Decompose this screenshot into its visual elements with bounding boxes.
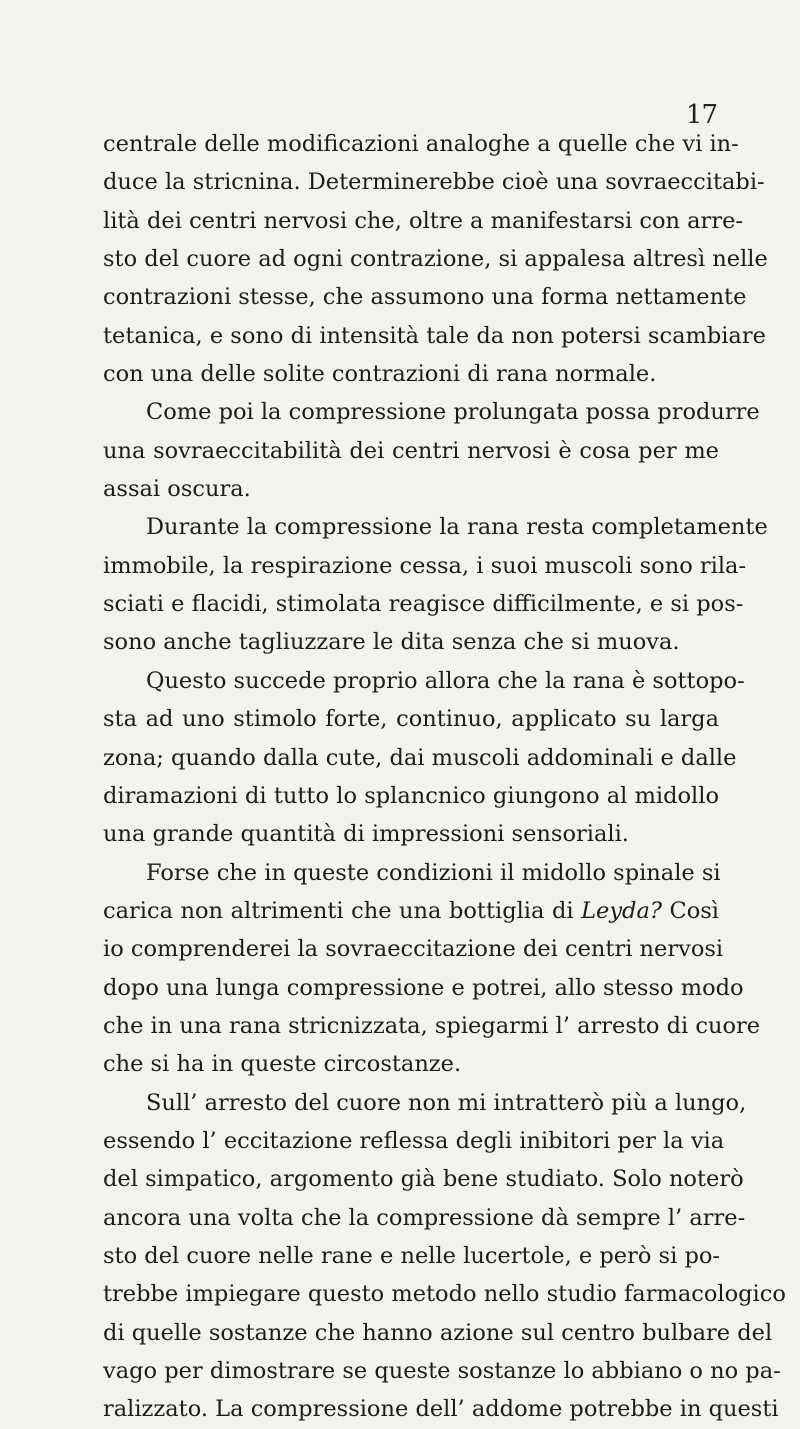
text-line: tetanica, e sono di intensità tale da non potersi scambiare (103, 322, 766, 349)
text-line: duce la stricnina. Determinerebbe cioè una sovraeccitabi- (103, 169, 765, 196)
text-line: diramazioni di tutto lo splancnico giungono al midollo (103, 782, 719, 809)
text-line: dopo una lunga compressione e potrei, allo stesso modo (103, 974, 744, 1001)
text-line: sto del cuore ad ogni contrazione, si appalesa altresì nelle (103, 246, 768, 273)
body-text (103, 125, 786, 1429)
text-line: sta ad uno stimolo forte, continuo, applicato su larga (103, 706, 719, 733)
page-number: 17 (685, 100, 717, 130)
text-segment: Così (661, 897, 719, 924)
text-line: sciati e flacidi, stimolata reagisce difficilmente, e si pos- (103, 591, 744, 618)
text-line: che in una rana stricnizzata, spiegarmi l’ arresto di cuore (103, 1012, 761, 1039)
text-line: immobile, la respirazione cessa, i suoi muscoli sono rila- (103, 552, 747, 579)
text-line: Sull’ arresto del cuore non mi intratterò più a lungo, (146, 1089, 747, 1116)
italic-term: Leyda? (581, 897, 662, 924)
text-line: ancora una volta che la compressione dà sempre l’ arre- (103, 1204, 746, 1231)
text-line: Come poi la compressione prolungata possa produrre (146, 399, 760, 426)
text-line: sono anche tagliuzzare le dita senza che si muova. (103, 629, 680, 656)
text-line: Questo succede proprio allora che la rana è sottopo- (146, 667, 745, 694)
text-line: contrazioni stesse, che assumono una forma nettamente (103, 284, 747, 311)
text-line: che si ha in queste circostanze. (103, 1051, 462, 1078)
text-line: essendo l’ eccitazione reflessa degli inibitori per la via (103, 1127, 725, 1154)
text-line: di quelle sostanze che hanno azione sul centro bulbare del (103, 1319, 773, 1346)
text-line: trebbe impiegare questo metodo nello studio farmacologico (103, 1281, 786, 1308)
text-line: ralizzato. La compressione dell’ addome potrebbe in questi (103, 1396, 779, 1423)
text-line: vago per dimostrare se queste sostanze lo abbiano o no pa- (103, 1358, 781, 1384)
text-line: con una delle solite contrazioni di rana normale. (103, 361, 657, 388)
text-line: Forse che in queste condizioni il midollo spinale si (146, 859, 721, 886)
text-line: centrale delle modificazioni analoghe a quelle che vi in- (103, 131, 739, 157)
text-line: del simpatico, argomento già bene studiato. Solo noterò (103, 1166, 744, 1193)
text-line: Durante la compressione la rana resta completamente (146, 514, 768, 541)
text-line: io comprenderei la sovraeccitazione dei centri nervosi (103, 936, 724, 963)
text-line: assai oscura. (103, 476, 251, 503)
text-line: sto del cuore nelle rane e nelle lucertole, e però si po- (103, 1242, 720, 1269)
text-line: una grande quantità di impressioni sensoriali. (103, 821, 629, 848)
text-line: lità dei centri nervosi che, oltre a manifestarsi con arre- (103, 207, 743, 234)
text-line: una sovraeccitabilità dei centri nervosi è cosa per me (103, 437, 719, 464)
text-segment: carica non altrimenti che una bottiglia di (103, 897, 582, 924)
text-line: zona; quando dalla cute, dai muscoli addominali e dalle (103, 744, 737, 771)
text-line (103, 892, 719, 930)
